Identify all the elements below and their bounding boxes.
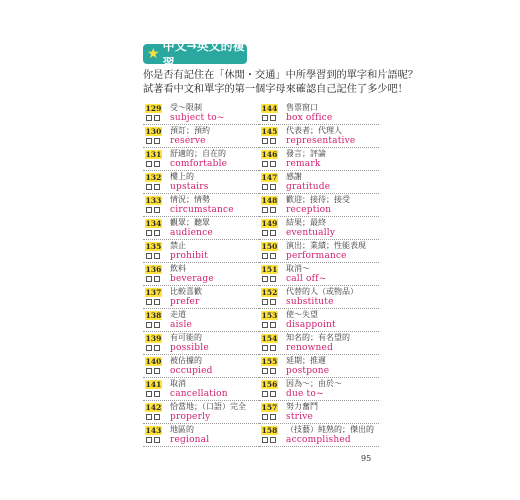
- english-word: substitute: [286, 297, 334, 307]
- english-word: possible: [170, 343, 209, 353]
- chinese-meaning: 取消: [170, 379, 186, 388]
- review-checkboxes: [262, 391, 276, 397]
- section-title-banner: [143, 39, 247, 70]
- entry-number-badge: 135: [145, 242, 162, 251]
- chinese-meaning: 歡迎；接待；接受: [286, 195, 350, 204]
- entry-number-badge: 153: [261, 311, 278, 320]
- review-checkboxes: [262, 253, 276, 259]
- chinese-meaning: 飲料: [170, 264, 186, 273]
- chinese-meaning: 使～失望: [286, 310, 318, 319]
- checkbox[interactable]: [270, 345, 276, 351]
- vocab-entry: [143, 424, 263, 447]
- review-checkboxes: [146, 391, 160, 397]
- vocab-entry: [143, 171, 263, 194]
- review-checkboxes: [262, 345, 276, 351]
- checkbox[interactable]: [146, 161, 152, 167]
- checkbox[interactable]: [270, 138, 276, 144]
- vocab-entry: [259, 424, 379, 447]
- review-checkboxes: [262, 414, 276, 420]
- entry-number-badge: 130: [145, 127, 162, 136]
- chinese-meaning: 恰當地；（口語）完全: [170, 402, 246, 411]
- checkbox[interactable]: [270, 253, 276, 259]
- entry-number-badge: 141: [145, 380, 162, 389]
- review-checkboxes: [262, 299, 276, 305]
- checkbox[interactable]: [146, 276, 152, 282]
- checkbox[interactable]: [154, 345, 160, 351]
- checkbox[interactable]: [146, 230, 152, 236]
- checkbox[interactable]: [146, 115, 152, 121]
- review-checkboxes: [262, 138, 276, 144]
- checkbox[interactable]: [154, 207, 160, 213]
- vocab-entry: [143, 378, 263, 401]
- english-word: prohibit: [170, 251, 209, 261]
- chinese-meaning: 觀眾；聽眾: [170, 218, 210, 227]
- checkbox[interactable]: [270, 299, 276, 305]
- entry-number-badge: 156: [261, 380, 278, 389]
- english-word: due to~: [286, 389, 324, 399]
- checkbox[interactable]: [154, 299, 160, 305]
- chinese-meaning: 因為～；由於～: [286, 379, 342, 388]
- checkbox[interactable]: [154, 138, 160, 144]
- review-checkboxes: [262, 437, 276, 443]
- checkbox[interactable]: [262, 368, 268, 374]
- checkbox[interactable]: [146, 184, 152, 190]
- english-word: audience: [170, 228, 213, 238]
- checkbox[interactable]: [262, 437, 268, 443]
- review-checkboxes: [146, 161, 160, 167]
- checkbox[interactable]: [270, 184, 276, 190]
- checkbox[interactable]: [262, 322, 268, 328]
- checkbox[interactable]: [146, 368, 152, 374]
- vocab-entry: [259, 102, 379, 125]
- vocab-entry: [259, 125, 379, 148]
- english-word: postpone: [286, 366, 330, 376]
- english-word: renowned: [286, 343, 334, 353]
- checkbox[interactable]: [270, 437, 276, 443]
- english-word: box office: [286, 113, 333, 123]
- checkbox[interactable]: [154, 322, 160, 328]
- review-checkboxes: [146, 207, 160, 213]
- checkbox[interactable]: [262, 207, 268, 213]
- checkbox[interactable]: [154, 437, 160, 443]
- checkbox[interactable]: [262, 299, 268, 305]
- vocab-entry: [143, 125, 263, 148]
- english-word: performance: [286, 251, 347, 261]
- chinese-meaning: 取消～: [286, 264, 310, 273]
- chinese-meaning: 地區的: [170, 425, 194, 434]
- vocab-entry: [143, 240, 263, 263]
- entry-number-badge: 145: [261, 127, 278, 136]
- review-checkboxes: [146, 368, 160, 374]
- checkbox[interactable]: [154, 253, 160, 259]
- chinese-meaning: 樓上的: [170, 172, 194, 181]
- english-word: occupied: [170, 366, 213, 376]
- english-word: comfortable: [170, 159, 228, 169]
- entry-number-badge: 140: [145, 357, 162, 366]
- vocab-entry: [259, 309, 379, 332]
- review-checkboxes: [146, 322, 160, 328]
- english-word: remark: [286, 159, 321, 169]
- entry-number-badge: 158: [261, 426, 278, 435]
- review-checkboxes: [146, 299, 160, 305]
- vocab-entry: [259, 401, 379, 424]
- review-checkboxes: [262, 207, 276, 213]
- chinese-meaning: 延期；推遲: [286, 356, 326, 365]
- checkbox[interactable]: [262, 391, 268, 397]
- review-checkboxes: [146, 115, 160, 121]
- chinese-meaning: 發言；評論: [286, 149, 326, 158]
- english-word: reserve: [170, 136, 206, 146]
- vocab-entry: [143, 263, 263, 286]
- vocab-entry: [143, 194, 263, 217]
- vocab-entry: [259, 240, 379, 263]
- entry-number-badge: 155: [261, 357, 278, 366]
- checkbox[interactable]: [270, 391, 276, 397]
- review-checkboxes: [146, 345, 160, 351]
- checkbox[interactable]: [262, 253, 268, 259]
- english-word: upstairs: [170, 182, 209, 192]
- chinese-meaning: （技藝）純熟的；傑出的: [286, 425, 374, 434]
- checkbox[interactable]: [270, 368, 276, 374]
- review-checkboxes: [262, 161, 276, 167]
- english-word: disappoint: [286, 320, 336, 330]
- chinese-meaning: 有可能的: [170, 333, 202, 342]
- chinese-meaning: 演出；業績；性能表現: [286, 241, 366, 250]
- english-word: properly: [170, 412, 211, 422]
- chinese-meaning: 禁止: [170, 241, 186, 250]
- vocab-entry: [143, 332, 263, 355]
- checkbox[interactable]: [270, 207, 276, 213]
- chinese-meaning: 舒適的；自在的: [170, 149, 226, 158]
- entry-number-badge: 132: [145, 173, 162, 182]
- entry-number-badge: 148: [261, 196, 278, 205]
- english-word: reception: [286, 205, 332, 215]
- checkbox[interactable]: [154, 391, 160, 397]
- english-word: cancellation: [170, 389, 228, 399]
- checkbox[interactable]: [262, 138, 268, 144]
- chinese-meaning: 代替的人（或物品）: [286, 287, 358, 296]
- chinese-meaning: 情況；情勢: [170, 195, 210, 204]
- entry-number-badge: 134: [145, 219, 162, 228]
- checkbox[interactable]: [270, 322, 276, 328]
- vocab-entry: [143, 102, 263, 125]
- intro-line-2: 試著看中文和單字的第一個字母來確認自己記住了多少吧！: [143, 84, 408, 95]
- checkbox[interactable]: [262, 184, 268, 190]
- chinese-meaning: 努力奮鬥: [286, 402, 318, 411]
- checkbox[interactable]: [154, 368, 160, 374]
- vocab-entry: [259, 355, 379, 378]
- entry-number-badge: 150: [261, 242, 278, 251]
- review-checkboxes: [262, 322, 276, 328]
- checkbox[interactable]: [146, 207, 152, 213]
- checkbox[interactable]: [262, 345, 268, 351]
- checkbox[interactable]: [270, 161, 276, 167]
- chinese-meaning: 感謝: [286, 172, 302, 181]
- right-vocab-column: [259, 102, 379, 447]
- checkbox[interactable]: [146, 391, 152, 397]
- vocab-entry: [143, 286, 263, 309]
- vocab-entry: [259, 332, 379, 355]
- english-word: strive: [286, 412, 314, 422]
- review-checkboxes: [146, 138, 160, 144]
- review-checkboxes: [146, 184, 160, 190]
- entry-number-badge: 143: [145, 426, 162, 435]
- left-vocab-column: [143, 102, 263, 447]
- english-word: beverage: [170, 274, 214, 284]
- entry-number-badge: 133: [145, 196, 162, 205]
- entry-number-badge: 138: [145, 311, 162, 320]
- entry-number-badge: 147: [261, 173, 278, 182]
- checkbox[interactable]: [262, 115, 268, 121]
- vocab-entry: [259, 263, 379, 286]
- vocab-entry: [143, 148, 263, 171]
- entry-number-badge: 149: [261, 219, 278, 228]
- checkbox[interactable]: [270, 115, 276, 121]
- review-checkboxes: [146, 276, 160, 282]
- chinese-meaning: 售票窗口: [286, 103, 318, 112]
- review-checkboxes: [262, 276, 276, 282]
- chinese-meaning: 受～限制: [170, 103, 202, 112]
- english-word: representative: [286, 136, 356, 146]
- entry-number-badge: 154: [261, 334, 278, 343]
- review-checkboxes: [262, 230, 276, 236]
- entry-number-badge: 152: [261, 288, 278, 297]
- entry-number-badge: 151: [261, 265, 278, 274]
- checkbox[interactable]: [262, 414, 268, 420]
- review-checkboxes: [146, 230, 160, 236]
- checkbox[interactable]: [154, 161, 160, 167]
- section-title: 中文→英文的複習: [162, 39, 245, 70]
- checkbox[interactable]: [154, 115, 160, 121]
- checkbox[interactable]: [154, 230, 160, 236]
- vocab-entry: [259, 217, 379, 240]
- english-word: regional: [170, 435, 210, 445]
- chinese-meaning: 知名的；有名望的: [286, 333, 350, 342]
- intro-line-1: 你是否有記住在「休閒・交通」中所學習到的單字和片語呢？: [143, 70, 419, 81]
- intro-text: [143, 69, 419, 97]
- english-word: aisle: [170, 320, 193, 330]
- checkbox[interactable]: [270, 414, 276, 420]
- vocab-entry: [259, 378, 379, 401]
- chinese-meaning: 代表者；代理人: [286, 126, 342, 135]
- chinese-meaning: 預訂；預約: [170, 126, 210, 135]
- vocab-entry: [143, 355, 263, 378]
- checkbox[interactable]: [154, 184, 160, 190]
- checkbox[interactable]: [146, 345, 152, 351]
- checkbox[interactable]: [154, 414, 160, 420]
- entry-number-badge: 139: [145, 334, 162, 343]
- english-word: gratitude: [286, 182, 331, 192]
- review-checkboxes: [262, 184, 276, 190]
- vocab-entry: [143, 401, 263, 424]
- english-word: eventually: [286, 228, 336, 238]
- page-number: 95: [361, 454, 372, 463]
- english-word: call off~: [286, 274, 327, 284]
- entry-number-badge: 129: [145, 104, 162, 113]
- entry-number-badge: 144: [261, 104, 278, 113]
- checkbox[interactable]: [146, 138, 152, 144]
- checkbox[interactable]: [154, 276, 160, 282]
- chinese-meaning: 比較喜歡: [170, 287, 202, 296]
- checkbox[interactable]: [146, 437, 152, 443]
- review-checkboxes: [146, 414, 160, 420]
- entry-number-badge: 137: [145, 288, 162, 297]
- star-icon: ★: [147, 46, 160, 62]
- entry-number-badge: 146: [261, 150, 278, 159]
- checkbox[interactable]: [262, 161, 268, 167]
- vocab-entry: [259, 194, 379, 217]
- chinese-meaning: 被佔據的: [170, 356, 202, 365]
- english-word: circumstance: [170, 205, 234, 215]
- english-word: prefer: [170, 297, 200, 307]
- vocab-entry: [143, 309, 263, 332]
- checkbox[interactable]: [146, 414, 152, 420]
- checkbox[interactable]: [146, 299, 152, 305]
- checkbox[interactable]: [270, 276, 276, 282]
- english-word: subject to~: [170, 113, 225, 123]
- review-checkboxes: [262, 115, 276, 121]
- review-checkboxes: [262, 368, 276, 374]
- vocab-entry: [259, 148, 379, 171]
- english-word: accomplished: [286, 435, 351, 445]
- vocab-entry: [143, 217, 263, 240]
- entry-number-badge: 136: [145, 265, 162, 274]
- checkbox[interactable]: [270, 230, 276, 236]
- entry-number-badge: 142: [145, 403, 162, 412]
- vocab-entry: [259, 286, 379, 309]
- checkbox[interactable]: [146, 253, 152, 259]
- entry-number-badge: 131: [145, 150, 162, 159]
- chinese-meaning: 走道: [170, 310, 186, 319]
- checkbox[interactable]: [146, 322, 152, 328]
- entry-number-badge: 157: [261, 403, 278, 412]
- chinese-meaning: 結果；最終: [286, 218, 326, 227]
- vocab-entry: [259, 171, 379, 194]
- review-checkboxes: [146, 253, 160, 259]
- review-checkboxes: [146, 437, 160, 443]
- checkbox[interactable]: [262, 230, 268, 236]
- checkbox[interactable]: [262, 276, 268, 282]
